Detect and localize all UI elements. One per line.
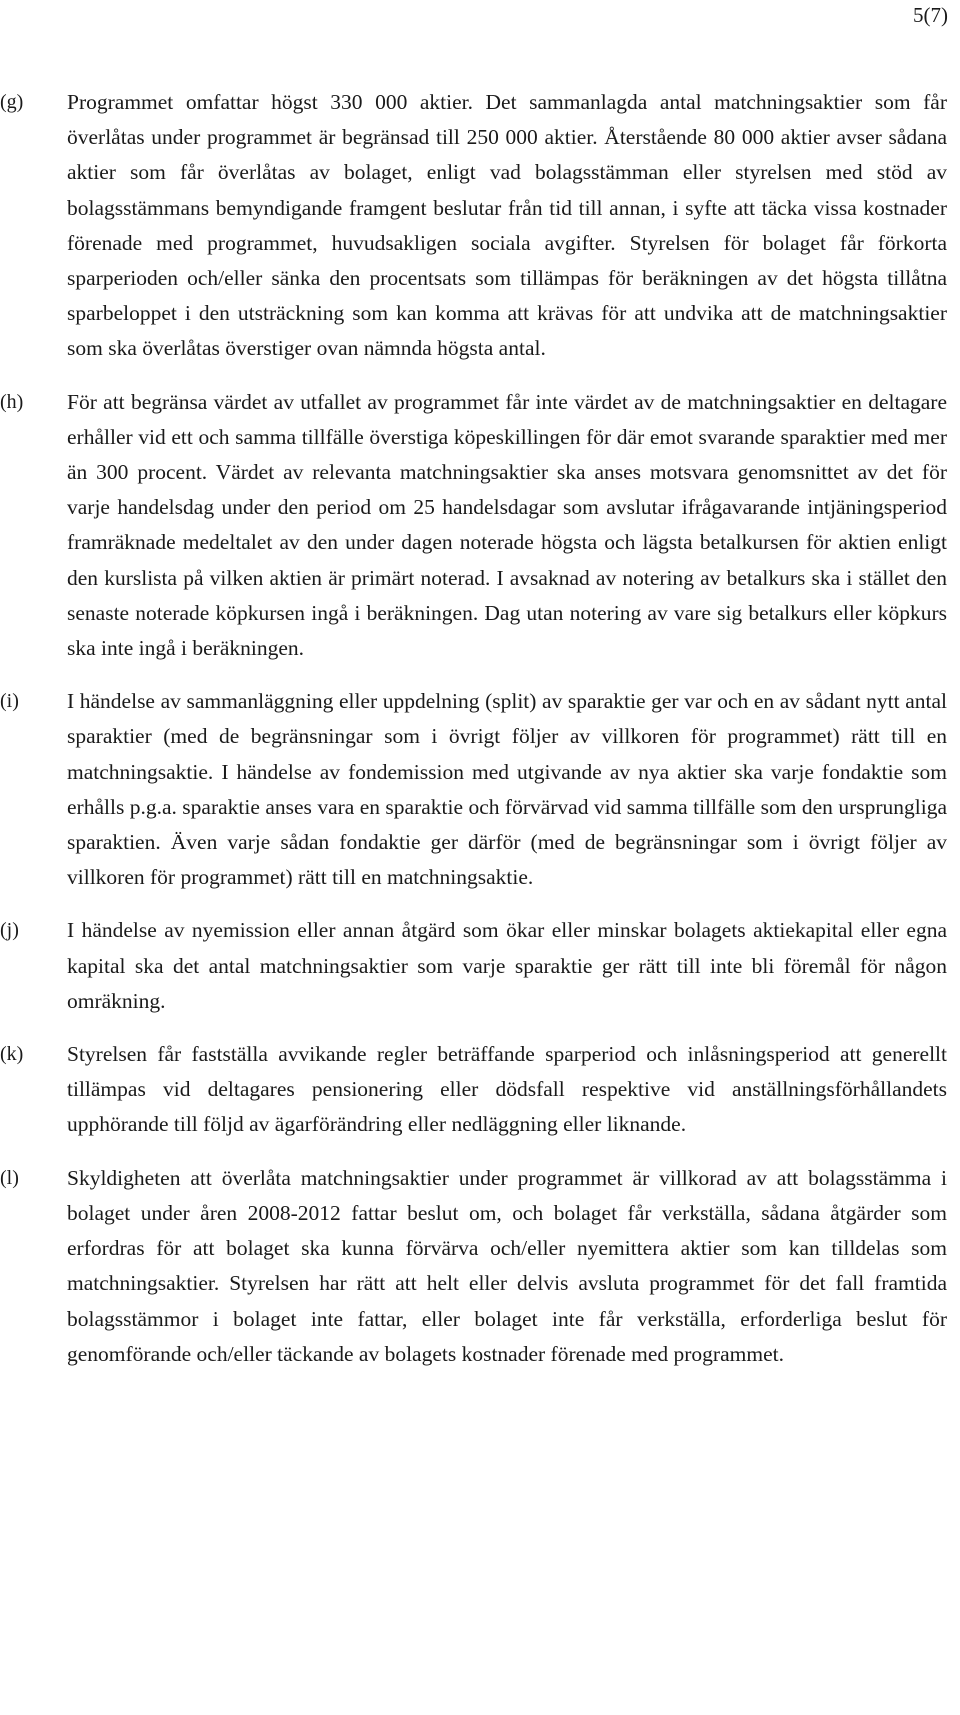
clause-label: (i) xyxy=(0,690,19,713)
clause-k xyxy=(0,1037,960,1143)
clause-text: Programmet omfattar högst 330 000 aktier. Det sammanlagda antal matchningsaktier som får överlåtas under programmet är begränsad till 250 000 aktier. Återstående 80 000 aktier avser sådana aktier som får överlåtas av bolaget, enligt vad bolagsstämman eller styrelsen med stöd av bolagsstämmans bemyndigande framgent beslutar från tid till annan, i syfte att täcka vissa kostnader förenade med programmet, huvudsakligen sociala avgifter. Styrelsen för bolaget får förkorta sparperioden och/eller sänka den procentsats som tillämpas för beräkningen av det högsta tillåtna sparbeloppet i den utsträckning som kan komma att krävas för att undvika att de matchningsaktier som ska överlåtas överstiger ovan nämnda högsta antal. xyxy=(67,90,947,361)
page-number: 5(7) xyxy=(913,3,948,27)
clause-l xyxy=(0,1161,960,1372)
clause-text: För att begränsa värdet av utfallet av programmet får inte värdet av de matchningsaktier en deltagare erhåller vid ett och samma tillfälle överstiga köpeskillingen för där emot svarande sparaktier med mer än 300 procent. Värdet av relevanta matchningsaktier ska anses motsvara genomsnittet av det för varje handelsdag under den period om 25 handelsdagar som avslutar ifrågavarande intjäningsperiod framräknade medeltalet av den under dagen noterade högsta och lägsta betalkursen för aktien enligt den kurslista på vilken aktien är primärt noterad. I avsaknad av notering av betalkurs ska i stället den senaste noterade köpkursen ingå i beräkningen. Dag utan notering av vare sig betalkurs eller köpkurs ska inte ingå i beräkningen. xyxy=(67,389,947,661)
clause-i xyxy=(0,684,960,895)
clause-h xyxy=(0,385,960,667)
numbered-clauses xyxy=(0,85,960,1390)
clause-label: (k) xyxy=(0,1043,24,1066)
clause-j xyxy=(0,913,960,1019)
clause-g xyxy=(0,85,960,367)
clause-label: (l) xyxy=(0,1166,19,1189)
clause-text: Styrelsen får fastställa avvikande regler beträffande sparperiod och inlåsningsperiod att generellt tillämpas vid deltagares pensionering eller dödsfall respektive vid anställningsförhållandets upphörande till följd av ägarförändring eller nedläggning eller liknande. xyxy=(67,1042,947,1137)
clause-text: I händelse av nyemission eller annan åtgärd som ökar eller minskar bolagets aktiekapital eller egna kapital ska det antal matchningsaktier som varje sparaktie ger rätt till inte bli föremål för någon omräkning. xyxy=(67,918,947,1013)
clause-label: (j) xyxy=(0,919,19,942)
clause-label: (g) xyxy=(0,91,24,113)
clause-text: I händelse av sammanläggning eller uppdelning (split) av sparaktie ger var och en av sådant nytt antal sparaktier (med de begränsningar som i övrigt följer av villkoren för programmet) rätt till en matchningsaktie. I händelse av fondemission med utgivande av nya aktier ska varje fondaktie som erhålls p.g.a. sparaktie anses vara en sparaktie och förvärvad vid samma tillfälle som den ursprungliga sparaktien. Även varje sådan fondaktie ger därför (med de begränsningar som i övrigt följer av villkoren för programmet) rätt till en matchningsaktie. xyxy=(67,689,947,890)
clause-label: (h) xyxy=(0,390,24,413)
clause-text: Skyldigheten att överlåta matchningsaktier under programmet är villkorad av att bolagsstämma i bolaget under åren 2008-2012 fattar beslut om, och bolaget får verkställa, sådana åtgärder som erfordras för att bolaget ska kunna förvärva och/eller nyemittera aktier som kan tilldelas som matchningsaktier. Styrelsen har rätt att helt eller delvis avsluta programmet för det fall framtida bolagsstämmor i bolaget inte fattar, eller bolaget inte får verkställa, erforderliga beslut för genomförande och/eller täckande av bolagets kostnader förenade med programmet. xyxy=(67,1165,947,1366)
